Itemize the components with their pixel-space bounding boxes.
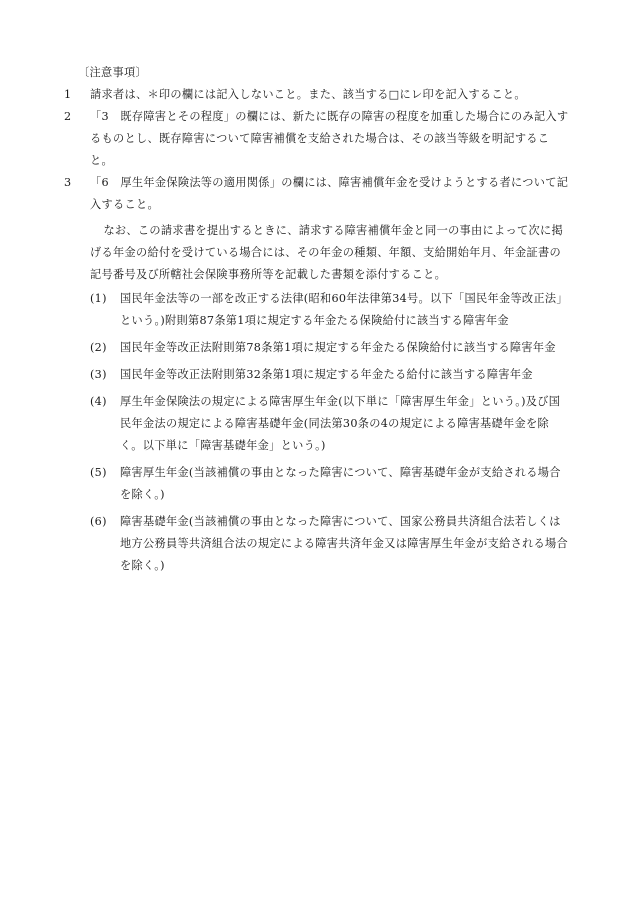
pension-subitem-4 (64, 391, 570, 457)
pension-subitem-5 (64, 462, 570, 506)
subitem-text: 厚生年金保険法の規定による障害厚生年金(以下単に「障害厚生年金」という。)及び国民年金法の規定による障害基礎年金(同法第30条の4の規定による障害基礎年金を除く。以下単に「障害基礎年金」という。) (120, 395, 561, 452)
note-item-number: 3 (64, 176, 72, 189)
note-item-number: 2 (64, 110, 72, 123)
subitem-number: (1) (90, 292, 107, 305)
note-item-text: 請求者は、＊印の欄には記入しないこと。また、該当する□にレ印を記入すること。 (90, 88, 526, 101)
subitem-text: 国民年金法等の一部を改正する法律(昭和60年法律第34号。以下「国民年金等改正法」という。)附則第87条第1項に規定する年金たる保険給付に該当する障害年金 (120, 292, 568, 327)
subitem-number: (3) (90, 368, 107, 381)
attachment-note: なお、この請求書を提出するときに、請求する障害補償年金と同一の事由によって次に掲げる年金の給付を受けている場合には、その年金の種類、年額、支給開始年月、年金証書の記号番号及び所轄社会保険事務所等を記載した書類を添付すること。 (90, 224, 563, 281)
notes-section (64, 62, 570, 577)
note-item-text: 「3 既存障害とその程度」の欄には、新たに既存の障害の程度を加重した場合にのみ記入するものとし、既存障害について障害補償を支給された場合は、その該当等級を明記すること。 (90, 110, 569, 167)
note-item-number: 1 (64, 88, 72, 101)
subitem-text: 障害基礎年金(当該補償の事由となった障害について、国家公務員共済組合法若しくは地方公務員等共済組合法の規定による障害共済年金又は障害厚生年金が支給される場合を除く。) (120, 515, 569, 572)
subitem-text: 国民年金等改正法附則第32条第1項に規定する年金たる給付に該当する障害年金 (120, 368, 533, 381)
notes-heading: 〔注意事項〕 (78, 66, 147, 79)
pension-subitem-1 (64, 288, 570, 332)
note-item-3 (64, 172, 570, 216)
note-item-1 (64, 84, 570, 106)
note-item-2 (64, 106, 570, 172)
subitem-number: (2) (90, 341, 107, 354)
pension-subitem-6 (64, 511, 570, 577)
note-item-text: 「6 厚生年金保険法等の適用関係」の欄には、障害補償年金を受けようとする者について記入すること。 (90, 176, 569, 211)
subitem-text: 国民年金等改正法附則第78条第1項に規定する年金たる保険給付に該当する障害年金 (120, 341, 556, 354)
subitem-number: (4) (90, 395, 107, 408)
subitem-text: 障害厚生年金(当該補償の事由となった障害について、障害基礎年金が支給される場合を除く。) (120, 466, 561, 501)
pension-subitem-2 (64, 337, 570, 359)
subitem-number: (6) (90, 515, 107, 528)
subitem-number: (5) (90, 466, 107, 479)
pension-subitem-3 (64, 364, 570, 386)
